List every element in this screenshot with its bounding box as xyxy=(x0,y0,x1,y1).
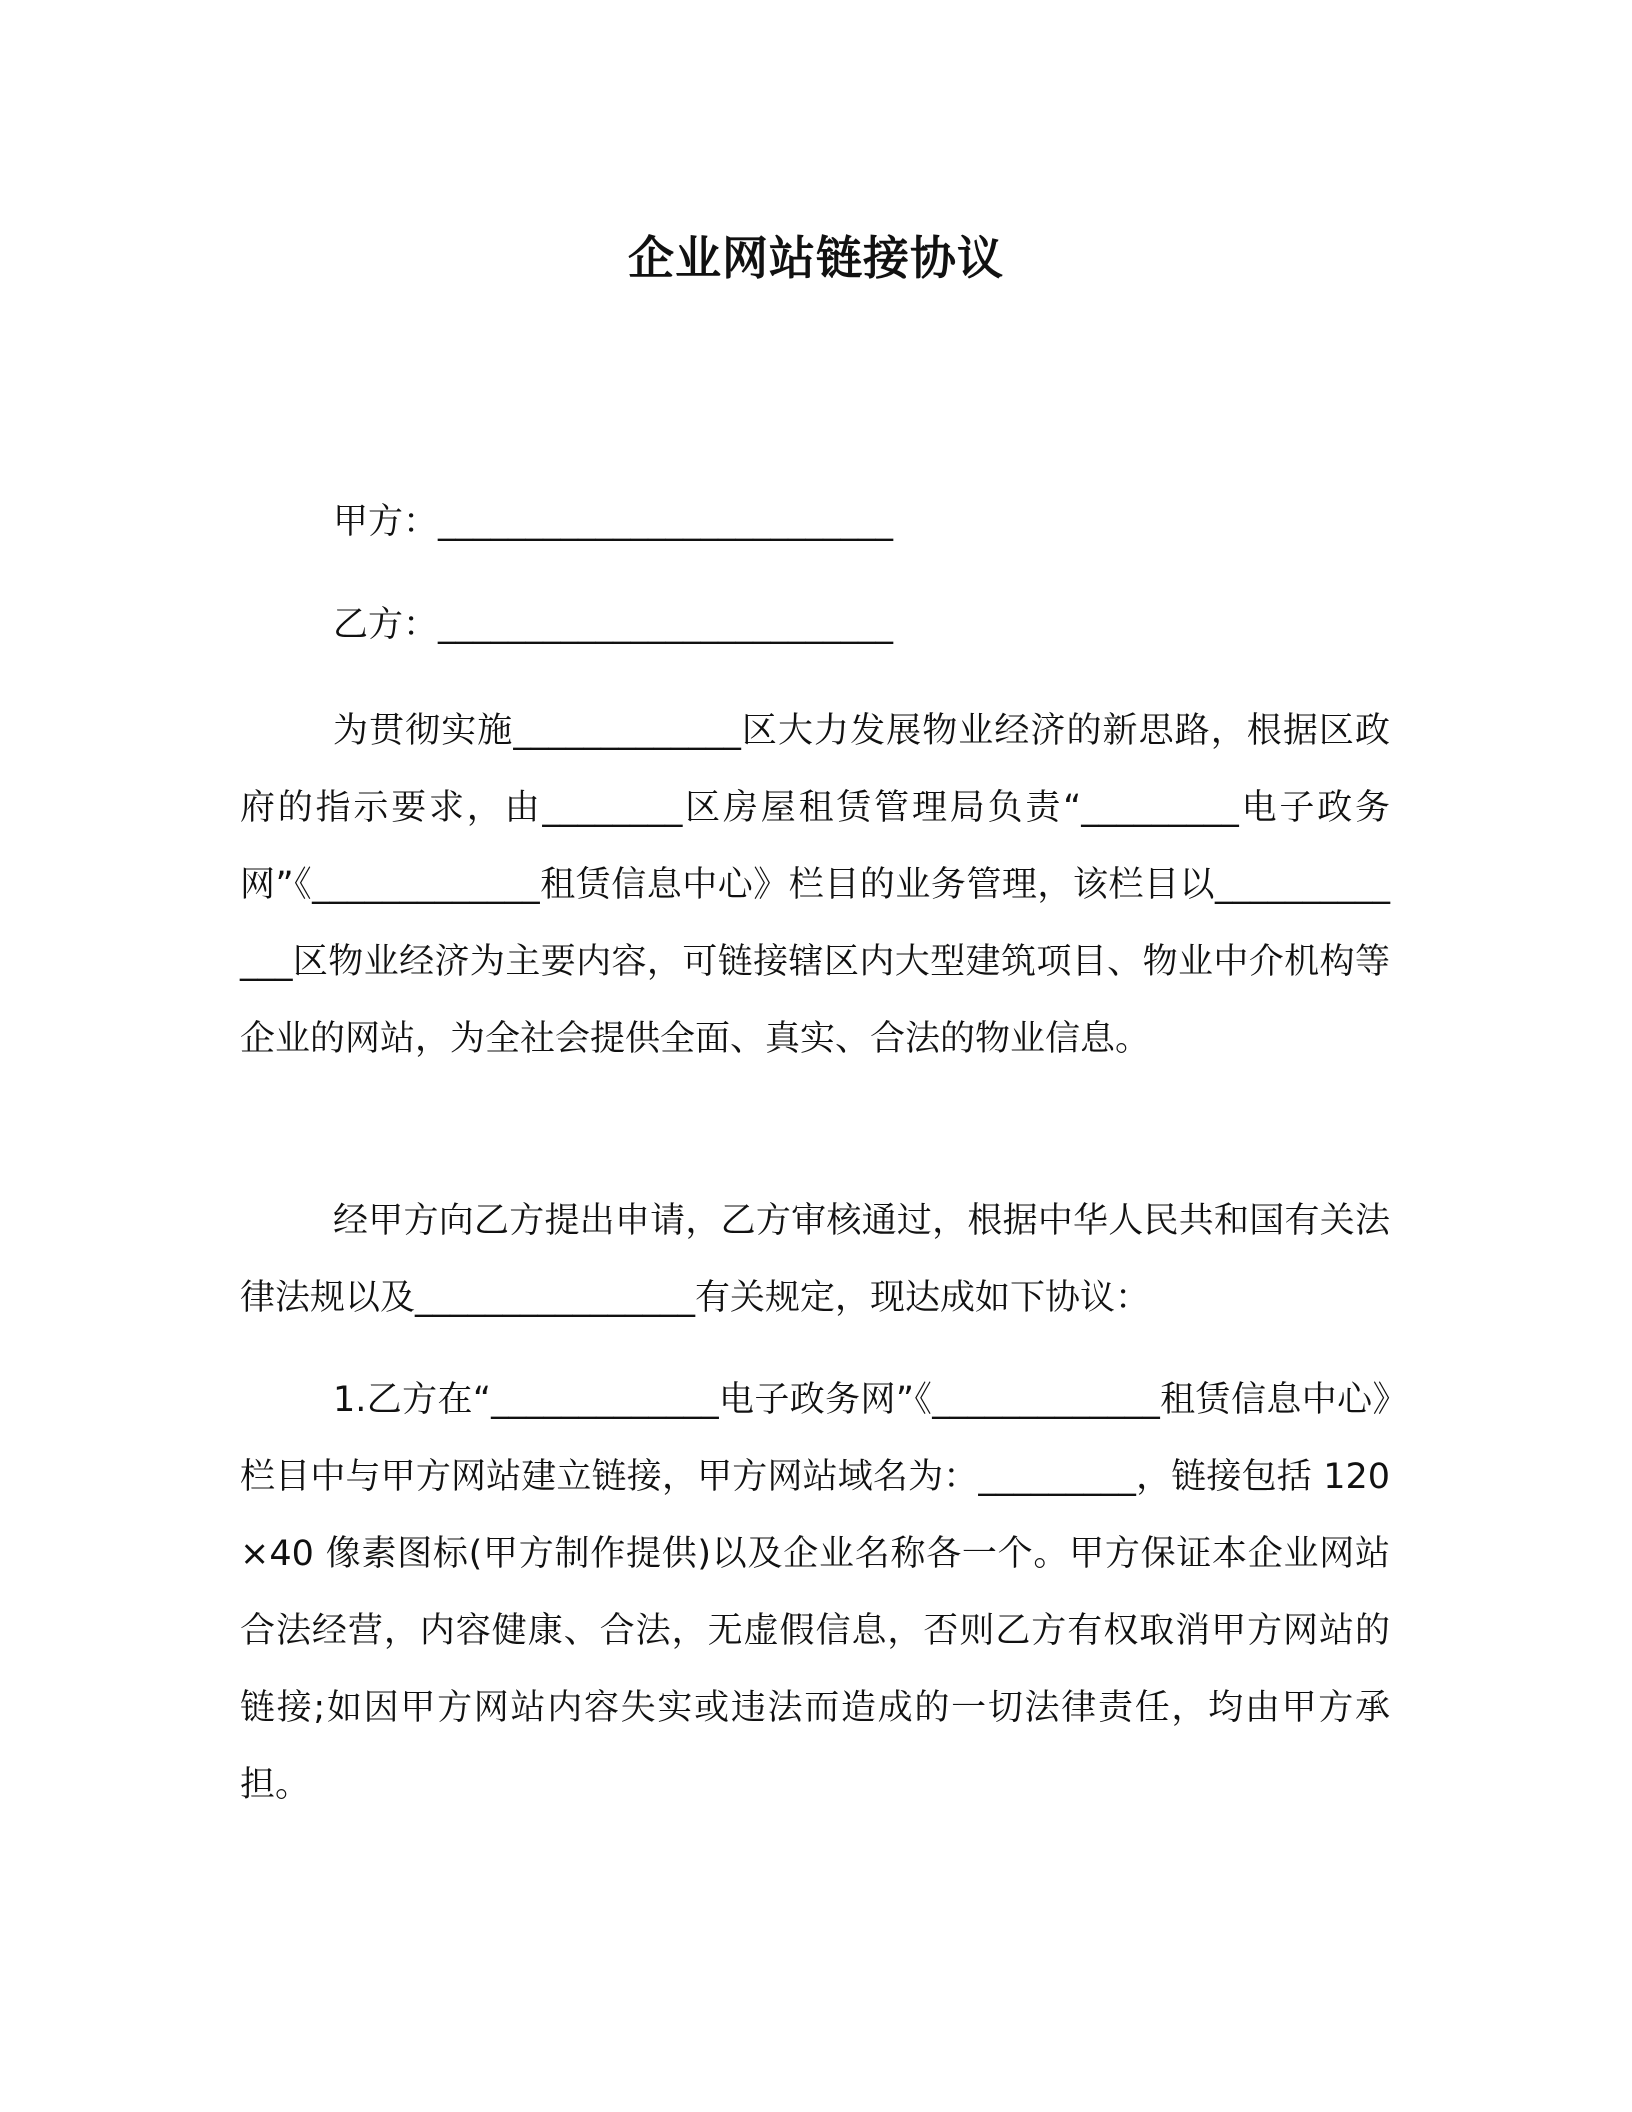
paragraph-clause-1: 1.乙方在“_____________电子政务网”《_____________租赁信息中心》栏目中与甲方网站建立链接，甲方网站域名为：_________，链接包括 120×40 像素图标(甲方制作提供)以及企业名称各一个。甲方保证本企业网站合法经营，内容健康、合法，无虚假信息，否则乙方有权取消甲方网站的链接;如因甲方网站内容失实或违法而造成的一切法律责任，均由甲方承担。 xyxy=(240,1380,1390,1805)
party-b-line: 乙方：__________________________ xyxy=(333,605,894,645)
paragraph-intro: 为贯彻实施_____________区大力发展物业经济的新思路，根据区政府的指示要求，由________区房屋租赁管理局负责“_________电子政务网”《_____________租赁信息中心》栏目的业务管理，该栏目以_____________区物业经济为主要内容，可链接辖区内大型建筑项目、物业中介机构等企业的网站，为全社会提供全面、真实、合法的物业信息。 xyxy=(240,711,1390,1059)
party-a-line: 甲方：__________________________ xyxy=(333,502,894,542)
paragraph-agreement-basis: 经甲方向乙方提出申请，乙方审核通过，根据中华人民共和国有关法律法规以及________________有关规定，现达成如下协议： xyxy=(240,1201,1390,1318)
document-title: 企业网站链接协议 xyxy=(628,231,1004,285)
